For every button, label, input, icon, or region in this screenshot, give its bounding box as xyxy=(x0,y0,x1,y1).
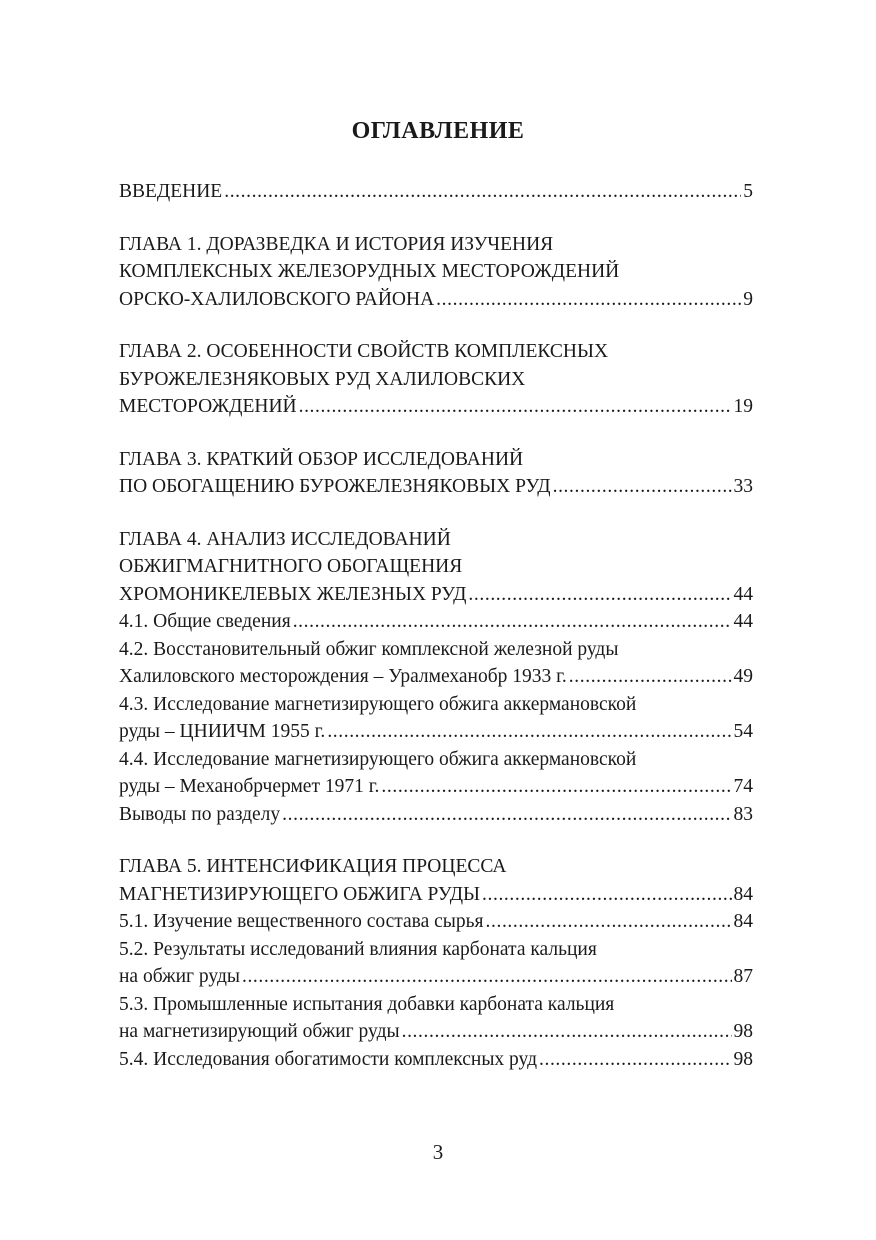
toc-page-number: 33 xyxy=(733,476,753,497)
toc-line xyxy=(119,1018,753,1046)
toc-entry xyxy=(119,691,753,746)
toc-line xyxy=(119,663,753,691)
toc-entry xyxy=(119,178,753,206)
toc-page-number: 9 xyxy=(743,288,753,310)
dot-leader xyxy=(553,473,732,501)
table-of-contents xyxy=(119,178,753,1073)
toc-entry xyxy=(119,991,753,1046)
section-spacer xyxy=(119,421,753,446)
toc-entry-text: 4.2. Восстановительный обжиг комплексной железной руды xyxy=(119,638,619,660)
toc-entry-text: на обжиг руды xyxy=(119,966,240,987)
toc-line xyxy=(119,286,753,314)
toc-entry-text: ХРОМОНИКЕЛЕВЫХ ЖЕЛЕЗНЫХ РУД xyxy=(119,583,467,605)
toc-entry-text: Выводы по разделу xyxy=(119,803,281,825)
toc-line xyxy=(119,691,753,719)
toc-entry xyxy=(119,446,753,501)
dot-leader xyxy=(569,663,732,691)
toc-entry xyxy=(119,636,753,691)
toc-entry-text: 5.4. Исследования обогатимости комплексных руд xyxy=(119,1048,537,1070)
toc-page-number: 98 xyxy=(733,1048,753,1070)
toc-entry-text: руды – Механобрчермет 1971 г. xyxy=(119,776,380,797)
toc-line xyxy=(119,581,753,609)
toc-entry xyxy=(119,908,753,936)
section-spacer xyxy=(119,313,753,338)
toc-entry xyxy=(119,526,753,609)
section-spacer xyxy=(119,501,753,526)
toc-line xyxy=(119,936,753,964)
toc-entry-text: Халиловского месторождения – Уралмеханобр 1933 г. xyxy=(119,666,567,687)
toc-entry-text: ГЛАВА 1. ДОРАЗВЕДКА И ИСТОРИЯ ИЗУЧЕНИЯ xyxy=(119,233,554,255)
toc-page-number: 44 xyxy=(733,583,753,605)
toc-entry-text: 4.1. Общие сведения xyxy=(119,611,291,632)
toc-entry xyxy=(119,746,753,801)
toc-page-number: 74 xyxy=(733,776,753,797)
toc-line xyxy=(119,636,753,664)
dot-leader xyxy=(436,286,741,314)
toc-page-number: 49 xyxy=(733,666,753,687)
toc-entry-text: 5.2. Результаты исследований влияния карбоната кальция xyxy=(119,938,597,960)
toc-line xyxy=(119,991,753,1019)
toc-entry xyxy=(119,338,753,421)
toc-entry xyxy=(119,853,753,908)
toc-line xyxy=(119,773,753,801)
page-number: 3 xyxy=(432,1140,444,1164)
dot-leader xyxy=(482,881,731,909)
toc-entry-text: ВВЕДЕНИЕ xyxy=(119,181,223,202)
dot-leader xyxy=(381,773,731,801)
toc-entry-text: 4.4. Исследование магнетизирующего обжига аккермановской xyxy=(119,748,637,770)
toc-page-number: 83 xyxy=(733,803,753,825)
toc-line xyxy=(119,608,753,636)
toc-page-number: 98 xyxy=(733,1021,753,1042)
toc-entry-text: ОБЖИГМАГНИТНОГО ОБОГАЩЕНИЯ xyxy=(119,556,463,577)
toc-entry-text: ПО ОБОГАЩЕНИЮ БУРОЖЕЛЕЗНЯКОВЫХ РУД xyxy=(119,476,551,497)
dot-leader xyxy=(299,393,732,421)
toc-entry-text: руды – ЦНИИЧМ 1955 г. xyxy=(119,721,326,742)
toc-line xyxy=(119,908,753,936)
toc-line xyxy=(119,178,753,206)
dot-leader xyxy=(282,801,731,829)
toc-entry-text: МАГНЕТИЗИРУЮЩЕГО ОБЖИГА РУДЫ xyxy=(119,883,481,905)
toc-entry xyxy=(119,608,753,636)
toc-entry-text: ГЛАВА 3. КРАТКИЙ ОБЗОР ИССЛЕДОВАНИЙ xyxy=(119,448,524,470)
toc-page-number: 54 xyxy=(733,721,753,742)
toc-page-number: 84 xyxy=(733,911,753,932)
section-spacer xyxy=(119,828,753,853)
toc-line xyxy=(119,393,753,421)
toc-line xyxy=(119,231,753,259)
toc-page-number: 44 xyxy=(733,611,753,632)
dot-leader xyxy=(224,178,741,206)
toc-page-number: 84 xyxy=(733,883,753,905)
dot-leader xyxy=(327,718,731,746)
toc-line xyxy=(119,963,753,991)
toc-page-number: 87 xyxy=(733,966,753,987)
toc-entry-text: на магнетизирующий обжиг руды xyxy=(119,1021,400,1042)
toc-entry xyxy=(119,231,753,314)
toc-line xyxy=(119,473,753,501)
toc-entry-text: ГЛАВА 2. ОСОБЕННОСТИ СВОЙСТВ КОМПЛЕКСНЫХ xyxy=(119,341,609,362)
toc-line xyxy=(119,801,753,829)
dot-leader xyxy=(242,963,732,991)
page-title: ОГЛАВЛЕНИЕ xyxy=(351,118,525,144)
toc-entry-text: 5.1. Изучение вещественного состава сырья xyxy=(119,911,484,932)
toc-line xyxy=(119,853,753,881)
dot-leader xyxy=(486,908,732,936)
dot-leader xyxy=(468,581,731,609)
dot-leader xyxy=(293,608,732,636)
toc-entry-text: ГЛАВА 5. ИНТЕНСИФИКАЦИЯ ПРОЦЕССА xyxy=(119,856,507,877)
toc-entry xyxy=(119,1046,753,1074)
toc-line xyxy=(119,1046,753,1074)
toc-page-number: 19 xyxy=(733,396,753,417)
toc-entry-text: 5.3. Промышленные испытания добавки карбоната кальция xyxy=(119,993,615,1015)
toc-line xyxy=(119,338,753,366)
toc-entry-text: МЕСТОРОЖДЕНИЙ xyxy=(119,396,297,417)
toc-line xyxy=(119,881,753,909)
toc-entry xyxy=(119,801,753,829)
dot-leader xyxy=(402,1018,732,1046)
toc-page-number: 5 xyxy=(743,181,753,202)
toc-line xyxy=(119,258,753,286)
toc-entry-text: КОМПЛЕКСНЫХ ЖЕЛЕЗОРУДНЫХ МЕСТОРОЖДЕНИЙ xyxy=(119,261,620,282)
toc-line xyxy=(119,526,753,554)
toc-entry xyxy=(119,936,753,991)
toc-entry-text: 4.3. Исследование магнетизирующего обжига аккермановской xyxy=(119,693,637,715)
toc-entry-text: ОРСКО-ХАЛИЛОВСКОГО РАЙОНА xyxy=(119,288,435,310)
section-spacer xyxy=(119,206,753,231)
toc-line xyxy=(119,746,753,774)
toc-entry-text: ГЛАВА 4. АНАЛИЗ ИССЛЕДОВАНИЙ xyxy=(119,528,451,550)
dot-leader xyxy=(539,1046,732,1074)
toc-line xyxy=(119,366,753,394)
toc-line xyxy=(119,553,753,581)
toc-entry-text: БУРОЖЕЛЕЗНЯКОВЫХ РУД ХАЛИЛОВСКИХ xyxy=(119,368,526,390)
toc-line xyxy=(119,446,753,474)
toc-line xyxy=(119,718,753,746)
